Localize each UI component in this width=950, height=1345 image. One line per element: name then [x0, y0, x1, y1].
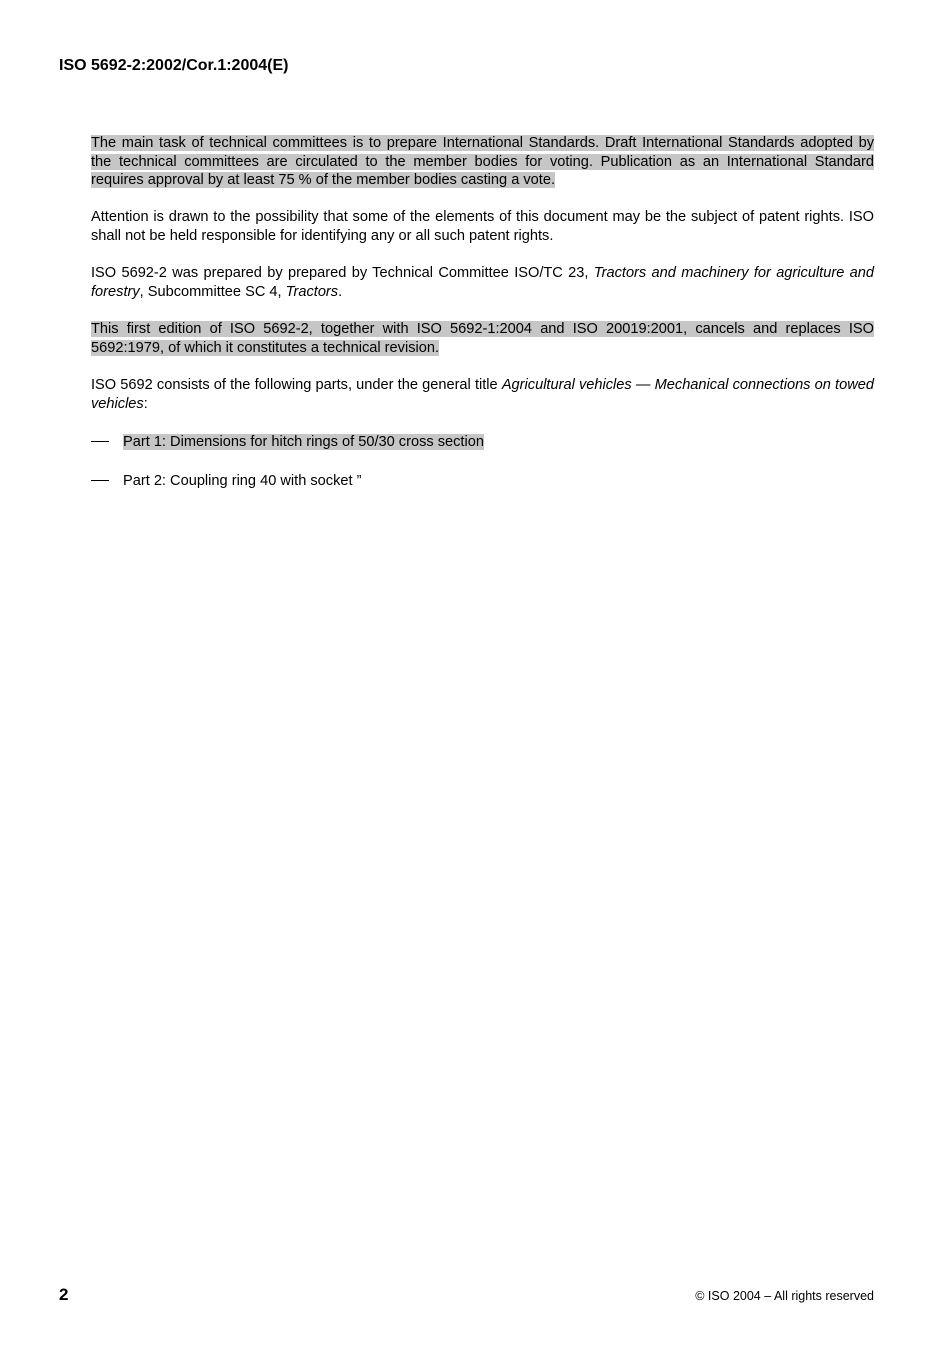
highlighted-text: The main task of technical committees is to prepare International Standards. Draft International Standards adopted by the technical committees are circulated to the member bodies for voting. Publication as an International Standard requires approval by at least 75 % of the member bodies casting a vote.	[91, 135, 874, 189]
list-item	[91, 472, 361, 491]
subcommittee-title: Tractors	[285, 283, 339, 300]
paragraph-patent-rights: Attention is drawn to the possibility that some of the elements of this document may be the subject of patent rights. ISO shall not be held responsible for identifying any or all such patent rights.	[91, 209, 874, 244]
text-segment: , Subcommittee SC 4,	[139, 283, 286, 300]
committee-title: Tractors and machinery for agriculture and forestry	[91, 265, 874, 300]
text-segment: ISO 5692 consists of the following parts, under the general title	[91, 377, 502, 393]
text-segment: :	[143, 395, 148, 412]
highlighted-text: This first edition of ISO 5692-2, together with ISO 5692-1:2004 and ISO 20019:2001, cancels and replaces ISO 5692:1979, of which it constitutes a technical revision.	[91, 321, 874, 356]
general-title: Agricultural vehicles — Mechanical connections on towed vehicles	[91, 377, 874, 412]
paragraph-committees	[91, 134, 874, 190]
list-item-label: Part 1: Dimensions for hitch rings of 50/30 cross section	[123, 434, 484, 450]
list-item-label: Part 2: Coupling ring 40 with socket ”	[123, 473, 362, 489]
paragraph-prepared-by	[91, 264, 874, 301]
text-segment: ISO 5692-2 was prepared by prepared by Technical Committee ISO/TC 23,	[91, 265, 594, 281]
em-dash-bullet	[91, 480, 109, 481]
em-dash-bullet	[91, 441, 109, 442]
paragraph-parts-intro	[91, 376, 874, 413]
copyright-notice: © ISO 2004 – All rights reserved	[695, 1289, 874, 1303]
document-id-header: ISO 5692-2:2002/Cor.1:2004(E)	[59, 57, 289, 74]
text-segment: .	[338, 283, 343, 300]
paragraph-edition	[91, 320, 874, 357]
list-item	[91, 433, 484, 452]
page-number: 2	[59, 1285, 69, 1304]
